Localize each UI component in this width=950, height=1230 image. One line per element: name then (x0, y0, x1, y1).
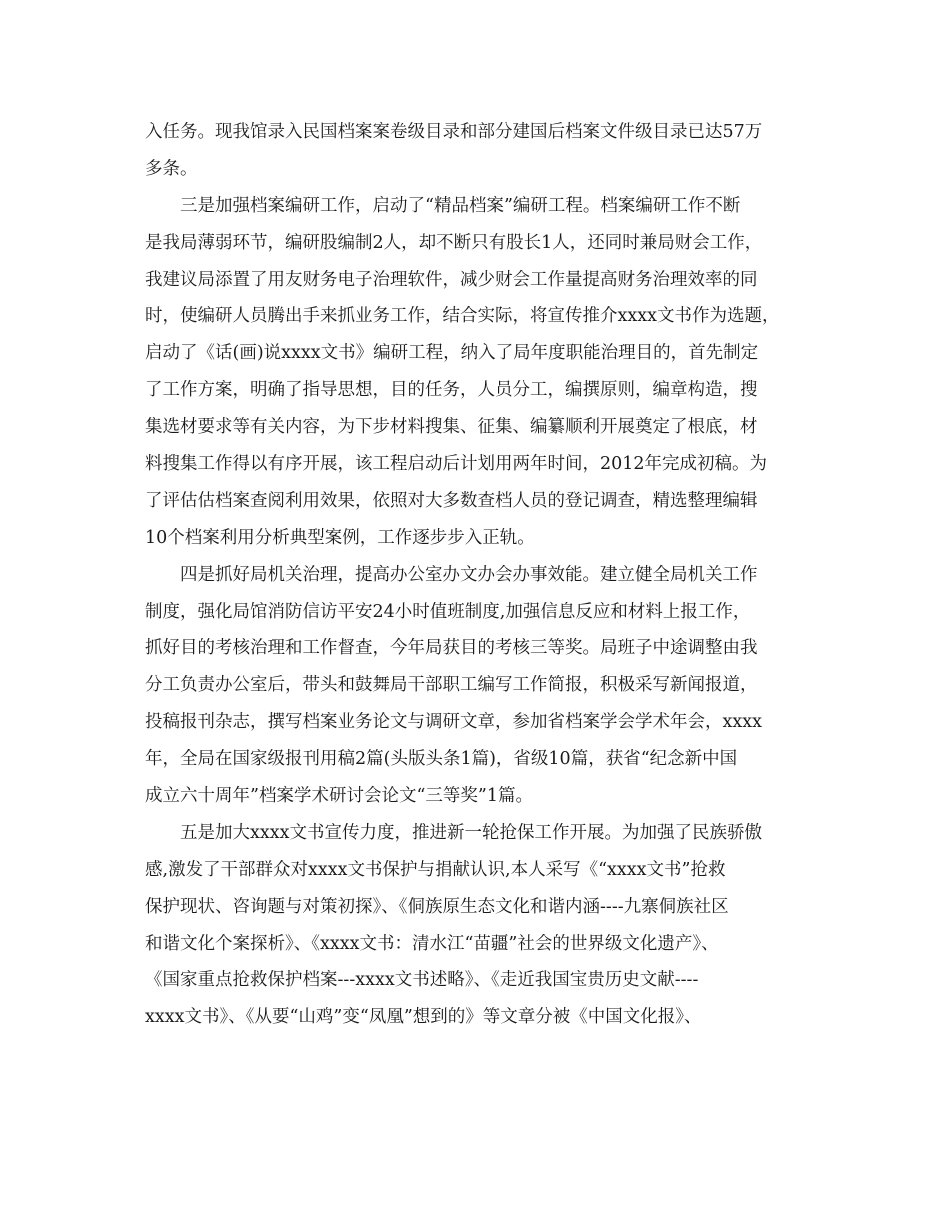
text-line: 保护现状、咨询题与对策初探》、《侗族原生态文化和谐内涵----九寨侗族社区 (145, 896, 729, 917)
text-line: 感,激发了干部群众对xxxx文书保护与捐献认识,本人采写《“xxxx文书”抢救 (145, 859, 726, 880)
text-line: 投稿报刊杂志，撰写档案业务论文与调研文章，参加省档案学会学术年会，xxxx (145, 712, 762, 733)
text-line: 我建议局添置了用友财务电子治理软件，减少财会工作量提高财务治理效率的同 (145, 269, 758, 290)
text-line: 年，全局在国家级报刊用稿2篇(头版头条1篇)，省级10篇，获省“纪念新中国 (145, 749, 738, 770)
text-line: 是我局薄弱环节，编研股编制2人，却不断只有股长1人，还同时兼局财会工作， (145, 232, 763, 253)
text-line: 制度，强化局馆消防信访平安24小时值班制度,加强信息反应和材料上报工作， (145, 601, 751, 622)
text-line: 集选材要求等有关内容，为下步材料搜集、征集、编纂顺利开展奠定了根底，材 (145, 417, 758, 438)
text-line: 了评估估档案查阅利用效果，依照对大多数查档人员的登记调查，精选整理编辑 (145, 490, 758, 511)
text-line: 抓好目的考核治理和工作督查，今年局获目的考核三等奖。局班子中途调整由我 (145, 638, 758, 659)
paragraph-first-line: 四是抓好局机关治理，提高办公室办文办会办事效能。建立健全局机关工作 (180, 564, 758, 585)
text-line: 时，使编研人员腾出手来抓业务工作，结合实际，将宣传推介xxxx文书作为选题， (145, 306, 780, 327)
text-line: 分工负责办公室后，带头和鼓舞局干部职工编写工作简报，积极采写新闻报道， (145, 675, 758, 696)
text-line: 了工作方案，明确了指导思想，目的任务，人员分工，编撰原则，编章构造，搜 (145, 380, 758, 401)
body-text (145, 114, 825, 1036)
text-line: 料搜集工作得以有序开展，该工程启动后计划用两年时间，2012年完成初稿。为 (145, 454, 768, 475)
text-line: xxxx文书》、《从要“山鸡”变“凤凰”想到的》等文章分被《中国文化报》、 (145, 1007, 702, 1028)
text-line: 成立六十周年”档案学术研讨会论文“三等奖”1篇。 (145, 786, 533, 807)
text-line: 10个档案利用分析典型案例，工作逐步步入正轨。 (145, 527, 535, 548)
paragraph-first-line: 五是加大xxxx文书宣传力度，推进新一轮抢保工作开展。为加强了民族骄傲 (180, 822, 762, 843)
text-line: 启动了《话(画)说xxxx文书》编研工程，纳入了局年度职能治理目的，首先制定 (145, 343, 759, 364)
text-line: 入任务。现我馆录入民国档案案卷级目录和部分建国后档案文件级目录已达57万 (145, 122, 763, 142)
paragraph-first-line: 三是加强档案编研工作，启动了“精品档案”编研工程。档案编研工作不断 (180, 195, 741, 216)
text-line: 多条。 (145, 158, 198, 179)
text-line: 《国家重点抢救保护档案---xxxx文书述略》、《走近我国宝贵历史文献---- (145, 970, 699, 991)
text-line: 和谐文化个案探析》、《xxxx文书：清水江“苗疆”社会的世界级文化遗产》、 (145, 933, 719, 954)
